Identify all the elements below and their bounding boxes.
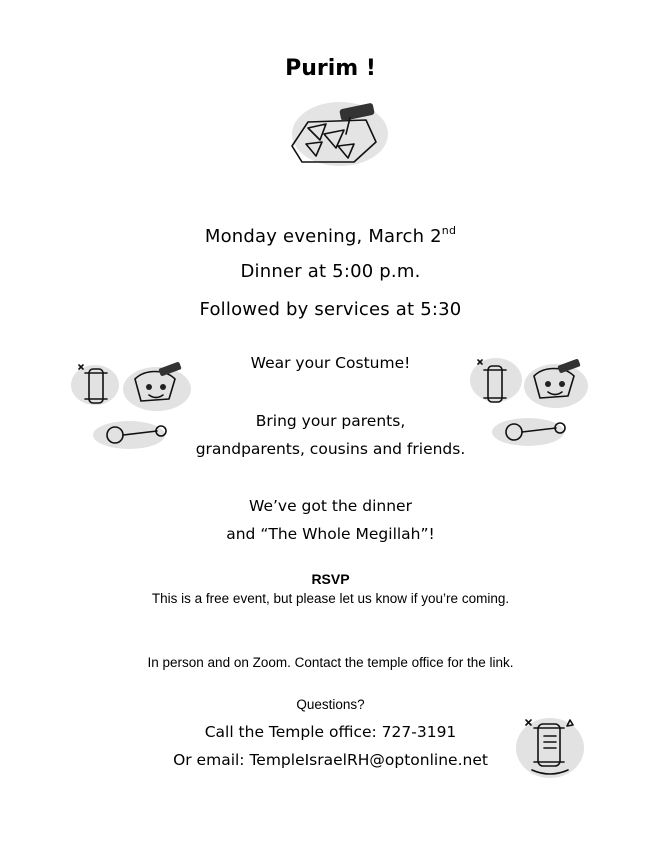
megillah-scroll-illustration (512, 708, 588, 784)
event-date: Monday evening, March 2nd (204, 224, 457, 247)
dinner-time: Dinner at 5:00 p.m. (240, 261, 421, 282)
zoom-note: In person and on Zoom. Contact the temple office for the link. (147, 655, 514, 670)
services-time: Followed by services at 5:30 (199, 299, 462, 320)
purim-clipart-right (462, 352, 592, 452)
bring-line-1: Bring your parents, (255, 412, 406, 430)
purim-clipart-left (65, 355, 195, 455)
dinner-line-1: We’ve got the dinner (249, 497, 412, 515)
costume-note: Wear your Costume! (250, 354, 411, 372)
page-title: Purim ! (285, 56, 376, 81)
hamantaschen-plate-illustration (278, 94, 390, 178)
phone-line: Call the Temple office: 727-3191 (204, 723, 457, 741)
email-line: Or email: TempleIsraelRH@optonline.net (173, 751, 488, 769)
dinner-line-2: and “The Whole Megillah”! (226, 525, 435, 543)
questions-label: Questions? (296, 697, 365, 712)
rsvp-heading: RSVP (311, 571, 350, 587)
bring-line-2: grandparents, cousins and friends. (195, 440, 466, 458)
rsvp-text: This is a free event, but please let us know if you’re coming. (151, 591, 510, 606)
